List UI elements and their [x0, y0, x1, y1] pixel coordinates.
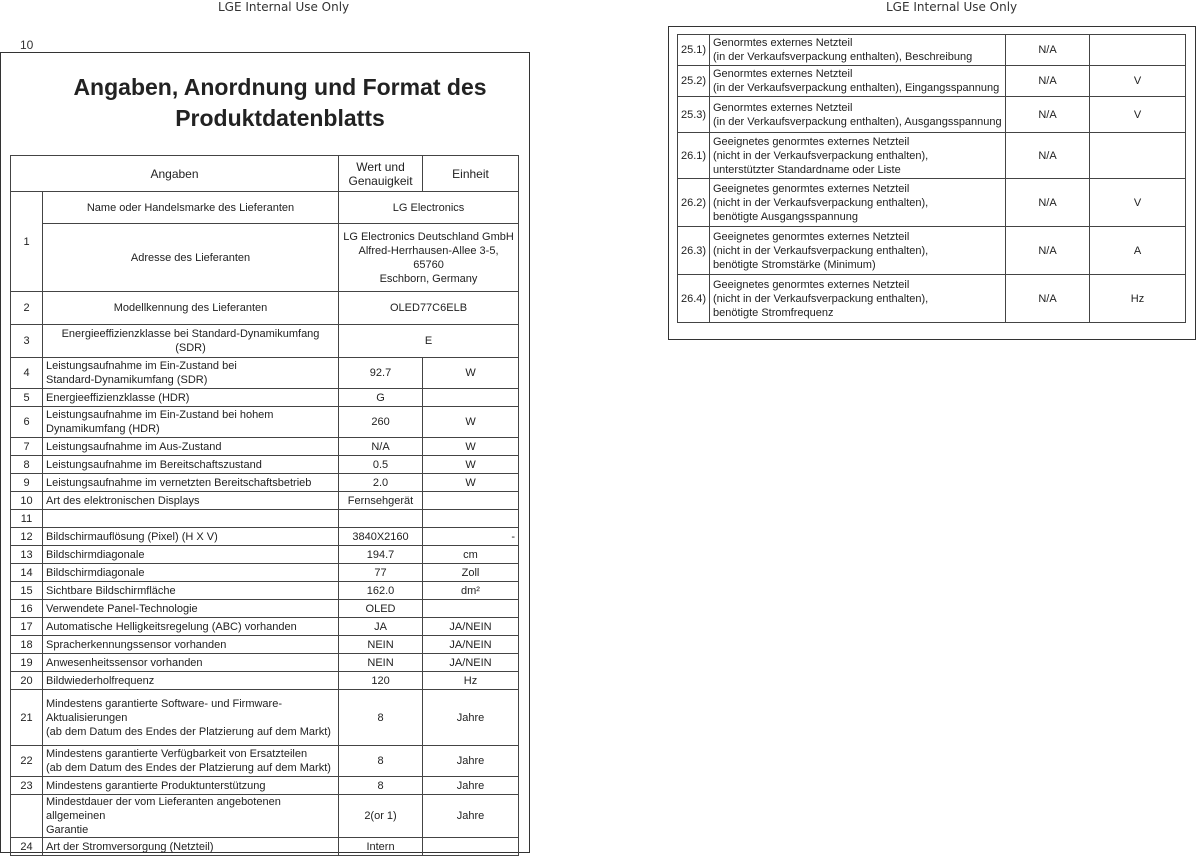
row-unit: W [423, 474, 519, 492]
row-unit: Jahre [423, 690, 519, 746]
row-number: 4 [11, 358, 43, 389]
row-number: 21 [11, 690, 43, 746]
row-label: Anwesenheitssensor vorhanden [43, 654, 339, 672]
row-value: 8 [339, 777, 423, 795]
row-number: 12 [11, 528, 43, 546]
table-row [11, 492, 519, 510]
row-unit: V [1090, 66, 1186, 97]
table-row [11, 795, 519, 838]
power-supply-table [677, 34, 1186, 323]
row-unit: JA/NEIN [423, 618, 519, 636]
row-value: N/A [1006, 66, 1090, 97]
table-row [11, 389, 519, 407]
row-value: E [339, 325, 519, 358]
table-row [678, 66, 1186, 97]
row-value: N/A [1006, 133, 1090, 179]
row-number: 23 [11, 777, 43, 795]
row-label: Geeignetes genormtes externes Netzteil (nicht in der Verkaufsverpackung enthalten), benötigte Stromstärke (Minimum) [710, 227, 1006, 275]
table-row [11, 690, 519, 746]
row-value: N/A [1006, 179, 1090, 227]
row-value: Intern [339, 838, 423, 856]
row-value: OLED77C6ELB [339, 292, 519, 325]
row-value: 8 [339, 690, 423, 746]
table-row [11, 192, 519, 224]
row-unit [1090, 35, 1186, 66]
row-number: 5 [11, 389, 43, 407]
row-unit [423, 600, 519, 618]
row-label: Geeignetes genormtes externes Netzteil (nicht in der Verkaufsverpackung enthalten), benötigte Ausgangsspannung [710, 179, 1006, 227]
row-unit: - [423, 528, 519, 546]
row-unit [423, 510, 519, 528]
row-number: 14 [11, 564, 43, 582]
table-row [11, 672, 519, 690]
table-header-row [11, 156, 519, 192]
row-label: Bildschirmauflösung (Pixel) (H X V) [43, 528, 339, 546]
row-number: 13 [11, 546, 43, 564]
row-label: Leistungsaufnahme im vernetzten Bereitschaftsbetrieb [43, 474, 339, 492]
row-value: N/A [1006, 227, 1090, 275]
row-unit [1090, 133, 1186, 179]
page-title [40, 72, 520, 134]
row-number: 15 [11, 582, 43, 600]
table-row [11, 358, 519, 389]
row-number [11, 795, 43, 838]
table-row [11, 746, 519, 777]
row-label: Leistungsaufnahme im Ein-Zustand bei Standard-Dynamikumfang (SDR) [43, 358, 339, 389]
row-number: 8 [11, 456, 43, 474]
row-unit: Zoll [423, 564, 519, 582]
row-label: Energieeffizienzklasse (HDR) [43, 389, 339, 407]
table-row [678, 35, 1186, 66]
row-unit: Jahre [423, 746, 519, 777]
row-label [43, 510, 339, 528]
product-data-table [10, 155, 519, 856]
header-einheit: Einheit [423, 156, 519, 192]
row-number: 11 [11, 510, 43, 528]
row-unit: W [423, 456, 519, 474]
row-label: Bildschirmdiagonale [43, 564, 339, 582]
table-row [11, 292, 519, 325]
table-row [11, 600, 519, 618]
row-label: Art des elektronischen Displays [43, 492, 339, 510]
row-unit: Hz [1090, 275, 1186, 323]
row-unit: cm [423, 546, 519, 564]
row-label: Geeignetes genormtes externes Netzteil (nicht in der Verkaufsverpackung enthalten), unterstützter Standardname oder Liste [710, 133, 1006, 179]
row-number: 10 [11, 492, 43, 510]
row-value: LG Electronics Deutschland GmbH Alfred-Herrhausen-Allee 3-5, 65760 Eschborn, Germany [339, 224, 519, 292]
row-label: Leistungsaufnahme im Ein-Zustand bei hohem Dynamikumfang (HDR) [43, 407, 339, 438]
row-number: 9 [11, 474, 43, 492]
header-wert: Wert und Genauigkeit [339, 156, 423, 192]
row-label: Verwendete Panel-Technologie [43, 600, 339, 618]
row-label: Leistungsaufnahme im Aus-Zustand [43, 438, 339, 456]
row-value: 8 [339, 746, 423, 777]
table-row [11, 510, 519, 528]
row-label: Adresse des Lieferanten [43, 224, 339, 292]
row-number: 24 [11, 838, 43, 856]
table-row [678, 275, 1186, 323]
row-number: 3 [11, 325, 43, 358]
table-row [11, 654, 519, 672]
row-number: 7 [11, 438, 43, 456]
row-unit: V [1090, 179, 1186, 227]
row-value: NEIN [339, 654, 423, 672]
row-label: Automatische Helligkeitsregelung (ABC) vorhanden [43, 618, 339, 636]
row-unit: W [423, 407, 519, 438]
row-label: Bildwiederholfrequenz [43, 672, 339, 690]
table-row [678, 133, 1186, 179]
title-line-2: Produktdatenblatts [175, 105, 385, 131]
row-number: 16 [11, 600, 43, 618]
row-number: 1 [11, 192, 43, 292]
table-row [11, 456, 519, 474]
table-row [11, 582, 519, 600]
row-unit: Jahre [423, 795, 519, 838]
row-label: Genormtes externes Netzteil (in der Verkaufsverpackung enthalten), Eingangsspannung [710, 66, 1006, 97]
row-value: N/A [339, 438, 423, 456]
row-label: Spracherkennungssensor vorhanden [43, 636, 339, 654]
row-value: 194.7 [339, 546, 423, 564]
row-number: 26.4) [678, 275, 710, 323]
row-unit: W [423, 438, 519, 456]
row-value: N/A [1006, 275, 1090, 323]
table-row [11, 528, 519, 546]
row-label: Energieeffizienzklasse bei Standard-Dynamikumfang (SDR) [43, 325, 339, 358]
row-number: 18 [11, 636, 43, 654]
row-label: Mindestdauer der vom Lieferanten angebotenen allgemeinen Garantie [43, 795, 339, 838]
row-value [339, 510, 423, 528]
row-value: 0.5 [339, 456, 423, 474]
table-row [678, 179, 1186, 227]
row-value: NEIN [339, 636, 423, 654]
row-unit: dm² [423, 582, 519, 600]
header-angaben: Angaben [11, 156, 339, 192]
internal-use-label-left: LGE Internal Use Only [218, 0, 350, 14]
row-value: LG Electronics [339, 192, 519, 224]
row-value: 260 [339, 407, 423, 438]
row-value: JA [339, 618, 423, 636]
row-number: 26.3) [678, 227, 710, 275]
table-row [11, 777, 519, 795]
row-label: Genormtes externes Netzteil (in der Verkaufsverpackung enthalten), Ausgangsspannung [710, 97, 1006, 133]
row-number: 17 [11, 618, 43, 636]
row-label: Sichtbare Bildschirmfläche [43, 582, 339, 600]
row-value: 92.7 [339, 358, 423, 389]
row-value: 2(or 1) [339, 795, 423, 838]
row-number: 25.3) [678, 97, 710, 133]
internal-use-label-right: LGE Internal Use Only [886, 0, 1018, 14]
row-number: 6 [11, 407, 43, 438]
row-value: OLED [339, 600, 423, 618]
row-value: 3840X2160 [339, 528, 423, 546]
row-label: Mindestens garantierte Verfügbarkeit von Ersatzteilen (ab dem Datum des Endes der Platzierung auf dem Markt) [43, 746, 339, 777]
table-row [11, 564, 519, 582]
table-row [11, 224, 519, 292]
table-row [11, 474, 519, 492]
page-number: 10 [20, 38, 34, 52]
row-label: Mindestens garantierte Software- und Firmware-Aktualisierungen (ab dem Datum des Endes der Platzierung auf dem Markt) [43, 690, 339, 746]
table-row [11, 618, 519, 636]
row-number: 22 [11, 746, 43, 777]
row-unit: JA/NEIN [423, 654, 519, 672]
table-row [11, 325, 519, 358]
row-number: 25.2) [678, 66, 710, 97]
row-label: Mindestens garantierte Produktunterstützung [43, 777, 339, 795]
row-label: Name oder Handelsmarke des Lieferanten [43, 192, 339, 224]
row-unit: Jahre [423, 777, 519, 795]
row-number: 20 [11, 672, 43, 690]
row-value: N/A [1006, 35, 1090, 66]
row-unit [423, 492, 519, 510]
row-number: 25.1) [678, 35, 710, 66]
title-line-1: Angaben, Anordnung und Format des [73, 74, 487, 100]
row-unit: W [423, 358, 519, 389]
table-row [11, 546, 519, 564]
row-label: Genormtes externes Netzteil (in der Verkaufsverpackung enthalten), Beschreibung [710, 35, 1006, 66]
row-number: 26.2) [678, 179, 710, 227]
row-unit: V [1090, 97, 1186, 133]
row-value: 162.0 [339, 582, 423, 600]
table-row [11, 636, 519, 654]
row-label: Art der Stromversorgung (Netzteil) [43, 838, 339, 856]
table-row [11, 407, 519, 438]
table-row [678, 227, 1186, 275]
row-value: N/A [1006, 97, 1090, 133]
table-row [11, 438, 519, 456]
row-value: 2.0 [339, 474, 423, 492]
row-label: Leistungsaufnahme im Bereitschaftszustand [43, 456, 339, 474]
table-row [678, 97, 1186, 133]
row-label: Geeignetes genormtes externes Netzteil (nicht in der Verkaufsverpackung enthalten), benötigte Stromfrequenz [710, 275, 1006, 323]
row-value: Fernsehgerät [339, 492, 423, 510]
row-label: Modellkennung des Lieferanten [43, 292, 339, 325]
row-value: G [339, 389, 423, 407]
row-unit [423, 389, 519, 407]
row-unit: Hz [423, 672, 519, 690]
row-number: 26.1) [678, 133, 710, 179]
row-number: 19 [11, 654, 43, 672]
row-unit: A [1090, 227, 1186, 275]
row-value: 120 [339, 672, 423, 690]
row-number: 2 [11, 292, 43, 325]
row-unit: JA/NEIN [423, 636, 519, 654]
row-label: Bildschirmdiagonale [43, 546, 339, 564]
row-value: 77 [339, 564, 423, 582]
